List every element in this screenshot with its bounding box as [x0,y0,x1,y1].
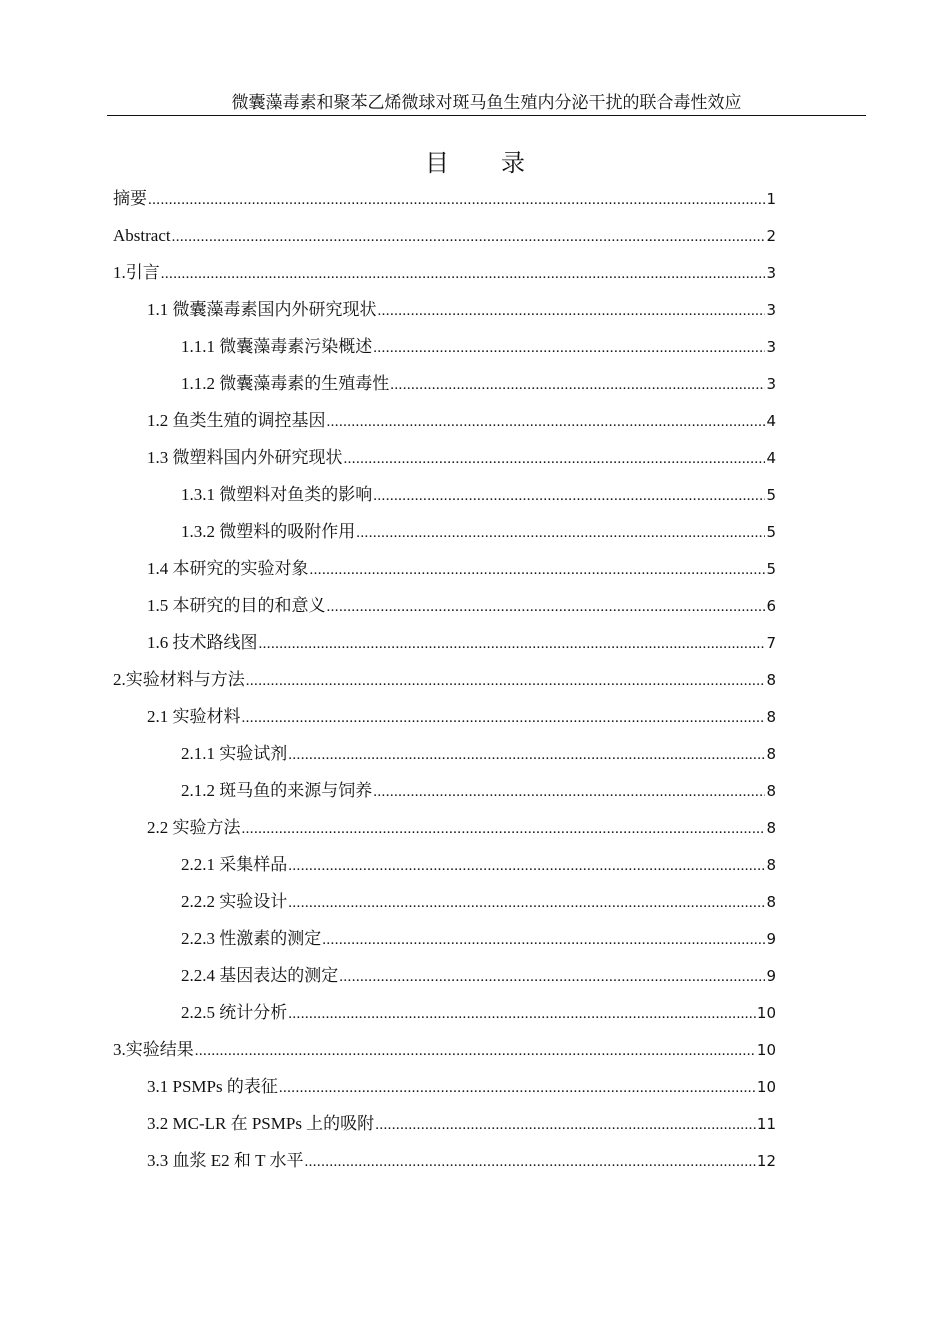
toc-entry-label: 2.1.2 斑马鱼的来源与饲养 [181,781,373,800]
toc-entry-label: 3.1 PSMPs 的表征 [147,1077,278,1096]
toc-leader-dots [195,1036,756,1066]
toc-heading-char-1: 目 [425,149,449,177]
toc-entry-page-number: 8 [766,745,776,763]
toc-entry-label: 3.3 血浆 E2 和 T 水平 [147,1151,304,1170]
toc-entry[interactable] [113,406,776,443]
toc-entry[interactable] [113,480,776,517]
toc-entry-page-number: 5 [766,523,776,541]
toc-entry-page-number: 8 [766,708,776,726]
toc-entry-label: 2.2.4 基因表达的测定 [181,966,339,985]
toc-entry-label: 2.2.2 实验设计 [181,892,288,911]
toc-entry[interactable] [113,554,776,591]
toc-entry[interactable] [113,887,776,924]
toc-leader-dots [327,407,766,437]
toc-heading [0,148,950,178]
toc-entry-label: 1.1.2 微囊藻毒素的生殖毒性 [181,374,390,393]
toc-entry[interactable] [113,850,776,887]
toc-entry[interactable] [113,665,776,702]
toc-entry[interactable] [113,258,776,295]
toc-entry-page-number: 8 [766,893,776,911]
toc-entry-label: 1.6 技术路线图 [147,633,258,652]
toc-leader-dots [148,185,765,215]
toc-entry-page-number: 4 [766,412,776,430]
toc-leader-dots [288,851,765,881]
toc-entry-page-number: 8 [766,782,776,800]
toc-entry[interactable] [113,961,776,998]
toc-entry-label: 2.1 实验材料 [147,707,241,726]
toc-entry-page-number: 3 [766,338,776,356]
toc-leader-dots [322,925,765,955]
toc-entry[interactable] [113,221,776,258]
toc-leader-dots [242,703,766,733]
toc-entry[interactable] [113,517,776,554]
toc-entry[interactable] [113,184,776,221]
toc-entry-label: 1.1 微囊藻毒素国内外研究现状 [147,300,377,319]
toc-entry[interactable] [113,443,776,480]
toc-entry[interactable] [113,998,776,1035]
toc-entry-page-number: 9 [766,930,776,948]
toc-entry[interactable] [113,1072,776,1109]
toc-leader-dots [172,222,766,252]
toc-entry-page-number: 8 [766,671,776,689]
running-header-title: 微囊藻毒素和聚苯乙烯微球对斑马鱼生殖内分泌干扰的联合毒性效应 [231,93,742,112]
toc-entry-page-number: 12 [756,1152,776,1170]
toc-leader-dots [344,444,766,474]
toc-leader-dots [288,888,765,918]
toc-entry-page-number: 2 [766,227,776,245]
toc-leader-dots [356,518,765,548]
toc-entry-page-number: 8 [766,856,776,874]
toc-leader-dots [327,592,766,622]
toc-entry[interactable] [113,295,776,332]
toc-heading-char-2: 录 [501,149,525,177]
toc-leader-dots [161,259,766,289]
toc-leader-dots [373,481,765,511]
toc-entry[interactable] [113,369,776,406]
running-header [107,92,866,116]
toc-entry-label: 1.5 本研究的目的和意义 [147,596,326,615]
toc-entry-page-number: 7 [766,634,776,652]
toc-leader-dots [242,814,766,844]
toc-entry-label: 3.实验结果 [113,1040,194,1059]
toc-entry-page-number: 10 [756,1078,776,1096]
toc-entry-page-number: 4 [766,449,776,467]
toc-leader-dots [373,333,765,363]
toc-entry[interactable] [113,702,776,739]
toc-entry-label: 1.1.1 微囊藻毒素污染概述 [181,337,373,356]
toc-entry[interactable] [113,924,776,961]
toc-leader-dots [378,296,766,326]
toc-entry-label: Abstract [113,226,171,245]
toc-entry[interactable] [113,628,776,665]
toc-entry-page-number: 5 [766,486,776,504]
toc-leader-dots [310,555,766,585]
toc-entry-label: 3.2 MC-LR 在 PSMPs 上的吸附 [147,1114,375,1133]
toc-entry[interactable] [113,332,776,369]
toc-entry-page-number: 10 [756,1004,776,1022]
toc-entry[interactable] [113,1146,776,1183]
toc-entry[interactable] [113,813,776,850]
toc-entry-page-number: 3 [766,375,776,393]
toc-entry-page-number: 3 [766,301,776,319]
toc-entry[interactable] [113,1035,776,1072]
toc-leader-dots [259,629,766,659]
toc-entry-page-number: 3 [766,264,776,282]
toc-entry-page-number: 8 [766,819,776,837]
toc-entry-label: 2.2.1 采集样品 [181,855,288,874]
toc-leader-dots [288,999,756,1029]
toc-leader-dots [304,1147,755,1177]
toc-entry-label: 2.2.3 性激素的测定 [181,929,322,948]
toc-entry-label: 1.3.1 微塑料对鱼类的影响 [181,485,373,504]
toc-entry-label: 1.4 本研究的实验对象 [147,559,309,578]
toc-leader-dots [288,740,765,770]
toc-entry-label: 2.2.5 统计分析 [181,1003,288,1022]
toc-entry-label: 2.实验材料与方法 [113,670,245,689]
toc-entry-label: 2.1.1 实验试剂 [181,744,288,763]
toc-entry[interactable] [113,776,776,813]
toc-leader-dots [373,777,765,807]
toc-entry[interactable] [113,591,776,628]
toc-entry-page-number: 10 [756,1041,776,1059]
toc-entry-label: 1.3.2 微塑料的吸附作用 [181,522,356,541]
toc-leader-dots [279,1073,756,1103]
toc-entry-page-number: 9 [766,967,776,985]
toc-entry-page-number: 1 [766,190,776,208]
toc-leader-dots [246,666,766,696]
toc-entry-label: 1.2 鱼类生殖的调控基因 [147,411,326,430]
toc-entry-page-number: 11 [756,1115,776,1133]
toc-entry-page-number: 5 [766,560,776,578]
toc-entry-label: 1.3 微塑料国内外研究现状 [147,448,343,467]
toc-entry-label: 2.2 实验方法 [147,818,241,837]
toc-entry[interactable] [113,739,776,776]
toc-leader-dots [375,1110,756,1140]
table-of-contents [113,184,776,1183]
toc-entry[interactable] [113,1109,776,1146]
toc-entry-page-number: 6 [766,597,776,615]
toc-entry-label: 摘要 [113,189,147,208]
toc-leader-dots [390,370,765,400]
toc-entry-label: 1.引言 [113,263,160,282]
toc-leader-dots [339,962,765,992]
